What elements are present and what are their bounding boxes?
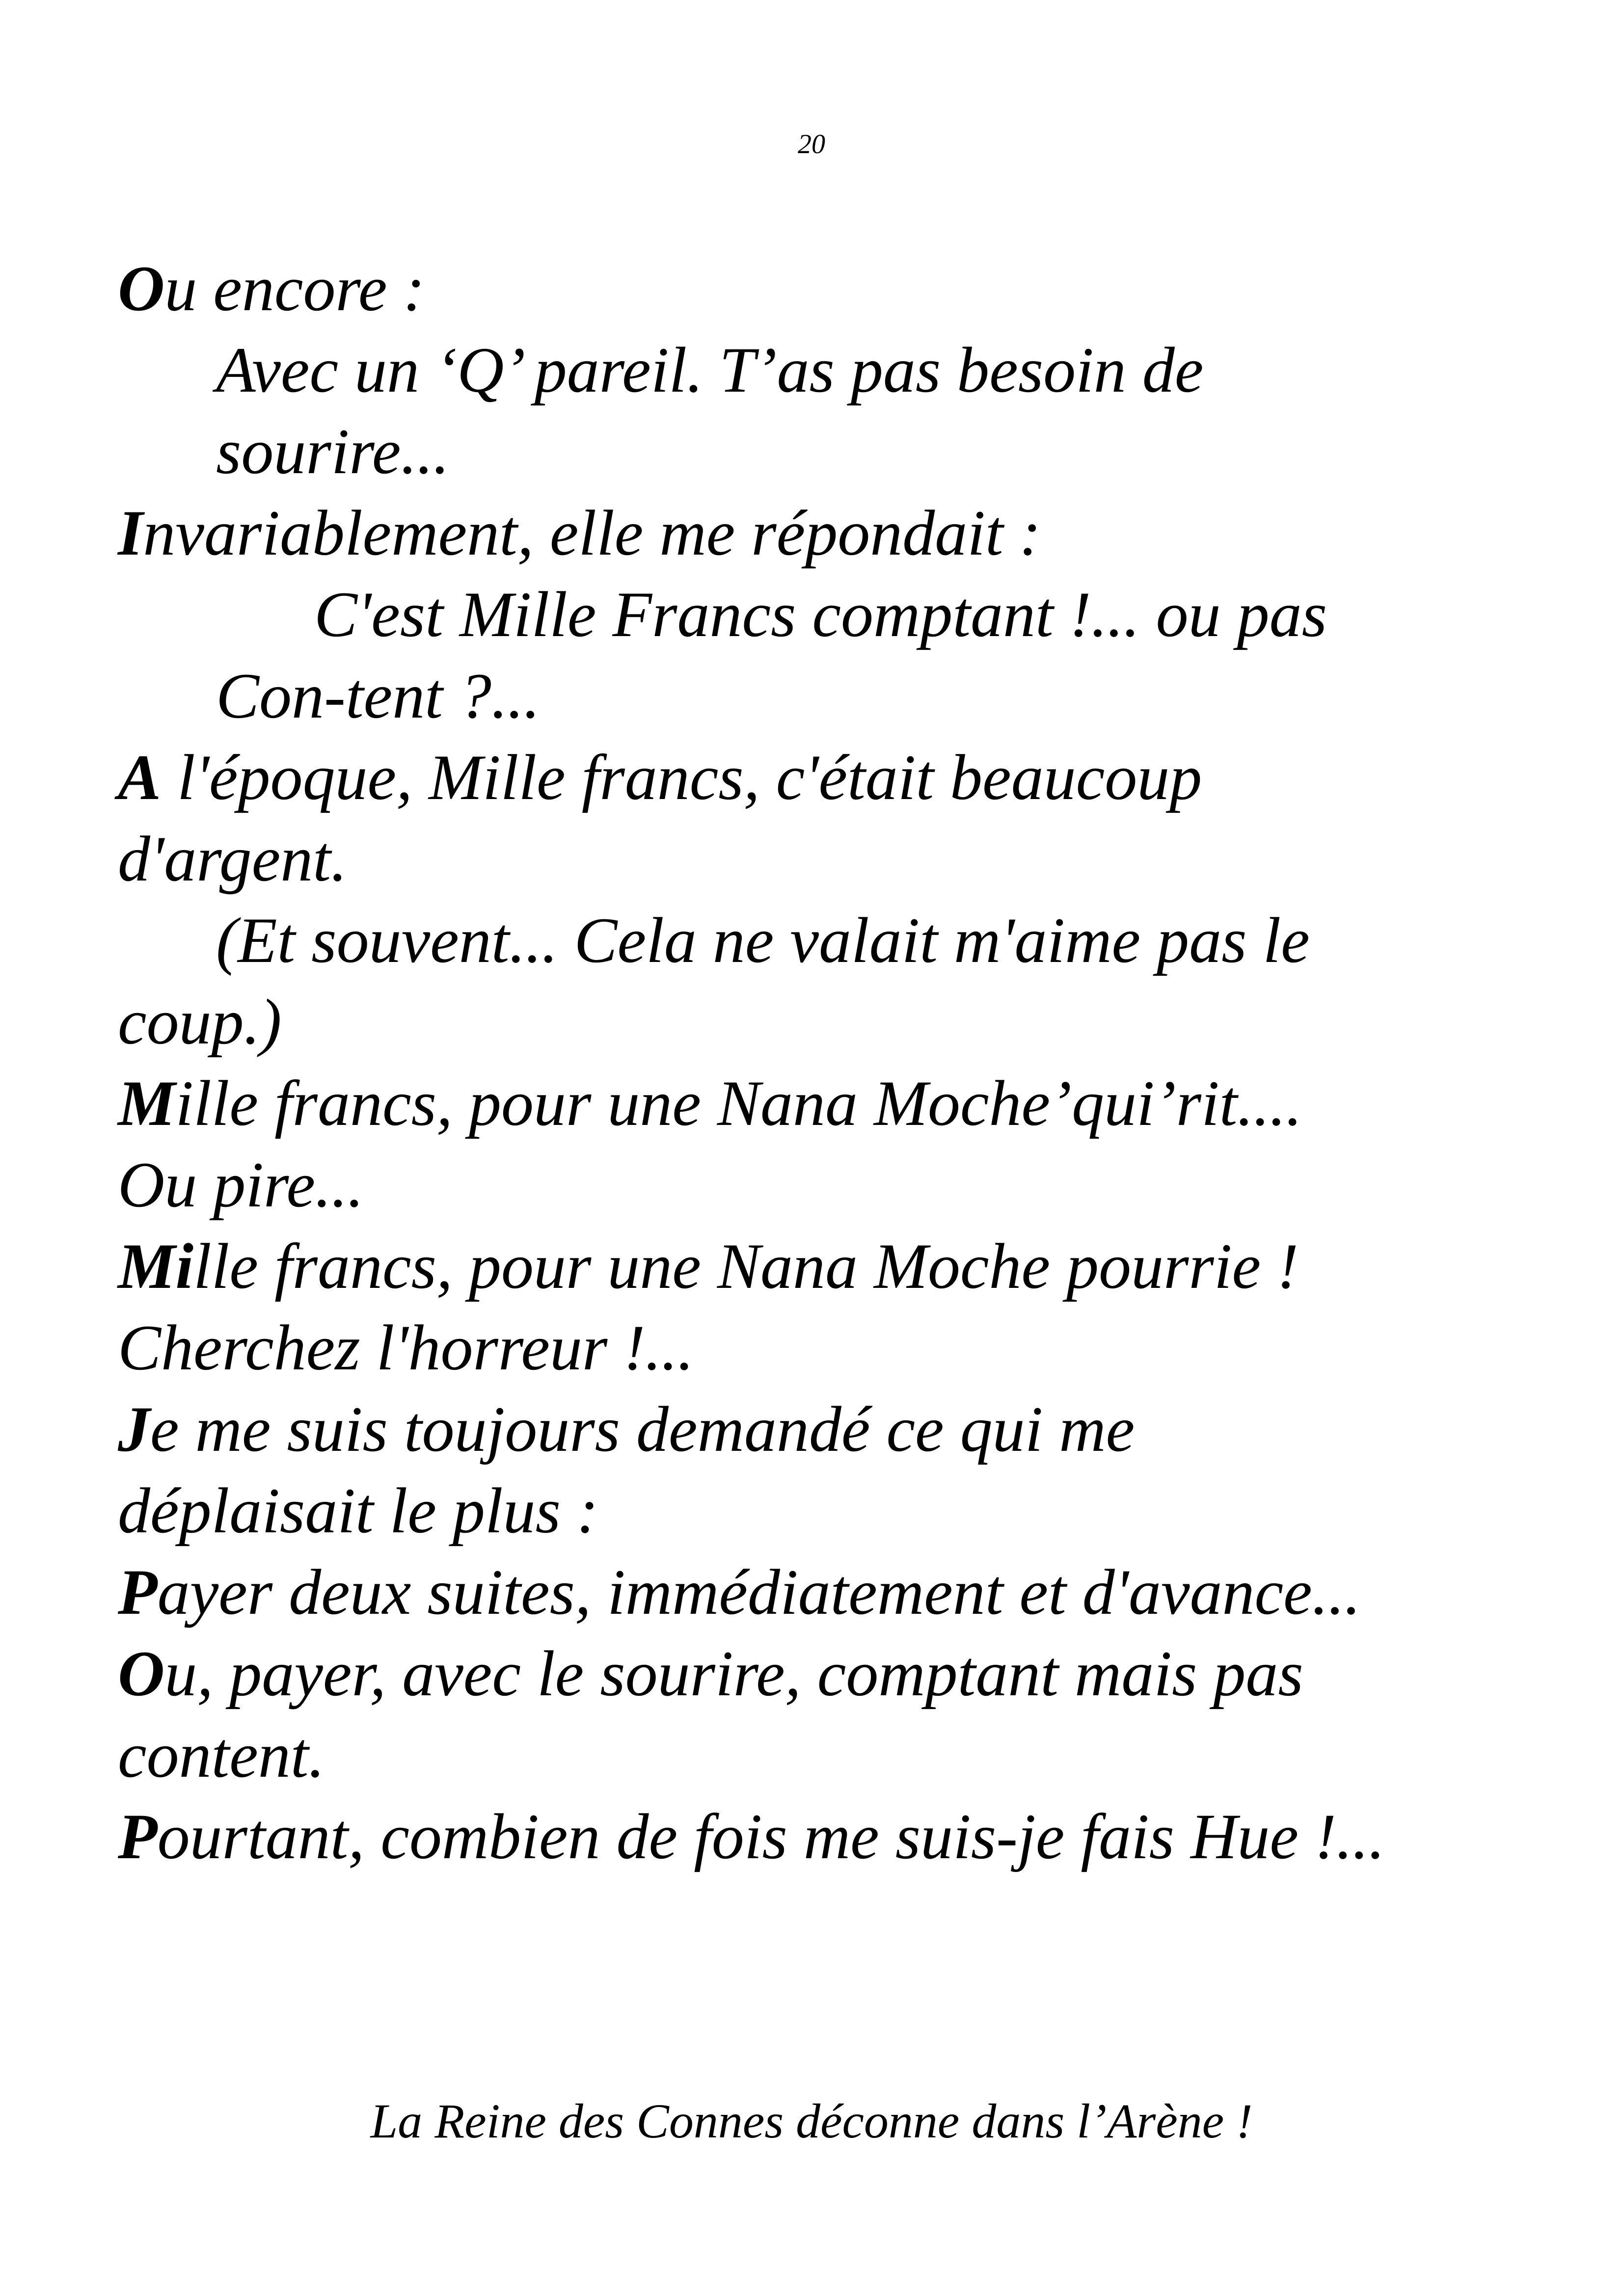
text-line [118,1633,1542,1714]
drop-cap: O [118,252,165,324]
text-line [118,574,1542,655]
line-text: sourire... [216,415,450,487]
line-text: l'époque, Mille francs, c'était beaucoup [161,741,1202,813]
drop-cap: P [118,1800,158,1872]
body-text [118,248,1542,1877]
text-line [118,818,1542,900]
text-line [118,1388,1542,1470]
line-text: e me suis toujours demandé ce qui me [150,1393,1135,1465]
drop-cap: J [118,1393,150,1465]
text-line [118,1307,1542,1388]
text-line [118,1226,1542,1307]
drop-cap: M [118,1067,176,1139]
line-text: u, payer, avec le sourire, comptant mais pas [164,1637,1303,1709]
text-line [118,981,1542,1063]
text-line [118,1551,1542,1633]
text-line [118,1144,1542,1226]
text-line [118,248,1542,329]
line-text: d'argent. [118,823,347,895]
drop-cap: I [118,497,143,569]
text-line [118,1796,1542,1877]
drop-cap: Mi [118,1230,194,1302]
drop-cap: P [118,1556,158,1628]
line-text: lle francs, pour une Nana Moche pourrie ! [193,1230,1299,1302]
line-text: ayer deux suites, immédiatement et d'avance... [157,1556,1361,1628]
text-line [118,1470,1542,1551]
line-text: (Et souvent... Cela ne valait m'aime pas le [216,904,1310,976]
line-text: Con-tent ?... [216,660,540,732]
text-line [118,1063,1542,1144]
line-text: nvariablement, elle me répondait : [143,497,1041,569]
line-text: Avec un ‘Q’ pareil. T’as pas besoin de [216,334,1204,406]
page-number: 20 [798,129,825,160]
text-line [118,329,1542,411]
text-line [118,900,1542,981]
drop-cap: O [118,1637,165,1709]
text-line [118,737,1542,818]
line-text: Ou pire... [118,1148,364,1221]
line-text: C'est Mille Francs comptant !... ou pas [314,578,1327,650]
line-text: content. [118,1719,325,1791]
line-text: coup.) [118,986,282,1058]
line-text: déplaisait le plus : [118,1474,598,1547]
line-text: ourtant, combien de fois me suis-je fais Hue !... [157,1800,1385,1872]
drop-cap: A [118,741,162,813]
page-footer: La Reine des Connes déconne dans l’Arène ! [370,2094,1253,2148]
text-line [118,492,1542,574]
text-line [118,655,1542,737]
line-text: Cherchez l'horreur !... [118,1311,694,1384]
text-line [118,411,1542,492]
line-text: ille francs, pour une Nana Moche’qui’rit.... [175,1067,1302,1139]
line-text: u encore : [164,252,425,324]
text-line [118,1714,1542,1796]
